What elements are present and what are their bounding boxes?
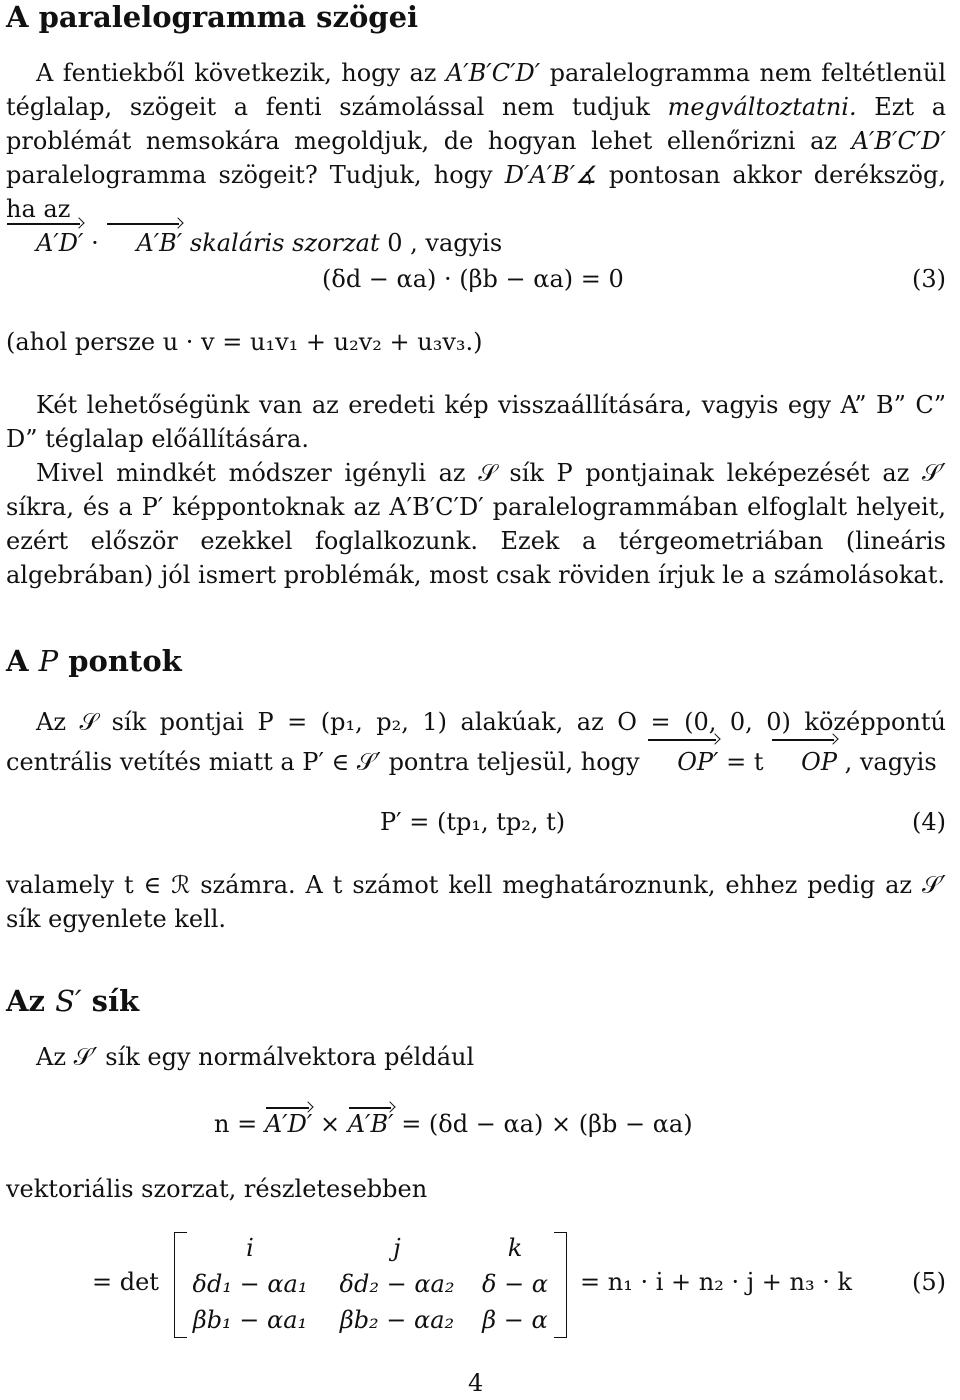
matrix-cell: β − α xyxy=(482,1306,548,1334)
vector-ab: A′B′ xyxy=(106,226,182,260)
math-angle: D′A′B′∡ xyxy=(504,161,597,189)
matrix-right-bracket xyxy=(554,1232,567,1338)
det-prefix: = det xyxy=(92,1268,159,1296)
page-number: 4 xyxy=(468,1369,484,1397)
matrix-cell: i xyxy=(246,1234,254,1262)
equation-3: (δd − αa) · (βb − αa) = 0 xyxy=(322,265,624,293)
text: pontosan akkor derékszög, ha az xyxy=(6,161,946,223)
section-title-angles: A paralelogramma szögei xyxy=(6,0,419,34)
text: , vagyis xyxy=(836,748,937,776)
math-abcd: A′B′C′D′ xyxy=(445,59,541,87)
text: paralelogramma nem feltétlenül téglalap, szögeit a fenti számolással nem tudjuk xyxy=(6,59,947,121)
emphasis: skaláris szorzat xyxy=(182,229,380,257)
text: n = xyxy=(214,1110,265,1138)
text: = (δd − αa) × (βb − αa) xyxy=(393,1110,693,1138)
title-math: S′ xyxy=(55,984,82,1018)
det-result: = n₁ · i + n₂ · j + n₃ · k xyxy=(580,1268,853,1296)
text: = t xyxy=(718,748,772,776)
emphasis: megváltoztatni. xyxy=(667,93,857,121)
matrix-cell: j xyxy=(393,1234,401,1262)
section-title-plane xyxy=(6,984,139,1018)
matrix-left-bracket xyxy=(174,1232,187,1338)
matrix-cell: k xyxy=(507,1234,523,1262)
equation-number-3: (3) xyxy=(912,265,946,293)
vector-op-prime: OP′ xyxy=(647,742,718,782)
paragraph-options: Két lehetőségünk van az eredeti kép visszaállítására, vagyis egy A” B” C” D” téglalap előállítására. xyxy=(6,391,946,453)
title-math: P xyxy=(38,644,59,678)
matrix-cell: δ − α xyxy=(481,1270,549,1298)
vector-ab: A′B′ xyxy=(347,1110,394,1138)
matrix-cell: βb₂ − αa₂ xyxy=(339,1306,455,1334)
text: paralelogramma szögeit? Tudjuk, hogy xyxy=(6,161,505,189)
equation-4: P′ = (tp₁, tp₂, t) xyxy=(380,808,566,836)
equation-normal xyxy=(214,1110,693,1138)
paragraph-points xyxy=(6,702,946,782)
text: Ezt a problémát nemsokára megoldjuk, de hogyan lehet ellenőrizni az xyxy=(6,93,946,155)
math-abcd: A′B′C′D′ xyxy=(851,127,946,155)
paragraph-t-value: valamely t ∈ ℛ számra. A t számot kell meghatároznunk, ehhez pedig az 𝒮′ sík egyenlete kell. xyxy=(6,871,946,933)
dot: · xyxy=(83,229,107,257)
title-part: pontok xyxy=(58,644,182,678)
equation-number-5: (5) xyxy=(912,1268,946,1296)
times: × xyxy=(312,1110,348,1138)
text: 0 , vagyis xyxy=(379,229,503,257)
paragraph-cross-product: vektoriális szorzat, részletesebben xyxy=(6,1175,428,1203)
matrix-cell: βb₁ − αa₁ xyxy=(192,1306,308,1334)
title-part: Az xyxy=(6,984,56,1018)
text: A fentiekből következik, hogy az xyxy=(36,59,446,87)
paragraph-intro xyxy=(6,56,946,260)
title-part: A xyxy=(6,644,39,678)
vector-ad: A′D′ xyxy=(6,226,83,260)
vector-op: OP xyxy=(771,742,837,782)
matrix-cell: δd₁ − αa₁ xyxy=(192,1270,308,1298)
paragraph-method: Mivel mindkét módszer igényli az 𝒮 sík P pontjainak leképezését az 𝒮′ síkra, és a P′ képpontoknak az A′B′C′D′ paralelogrammában elfoglalt helyeit, ezért először ezekkel foglalkozunk. Ezek a térgeometriában (lineáris algebrában) jól ismert problémák, most csak röviden írjuk le a számolásokat. xyxy=(6,459,946,589)
paragraph-normal-vector: Az 𝒮′ sík egy normálvektora például xyxy=(36,1043,475,1071)
note-dot-product: (ahol persze u · v = u₁v₁ + u₂v₂ + u₃v₃.) xyxy=(6,328,483,356)
section-title-points xyxy=(6,644,182,678)
title-part: sík xyxy=(81,984,140,1018)
vector-ad: A′D′ xyxy=(264,1110,313,1138)
equation-number-4: (4) xyxy=(912,808,946,836)
matrix-cell: δd₂ − αa₂ xyxy=(339,1270,455,1298)
text: Az 𝒮 sík pontjai P = (p₁, p₂, 1) alakúak, az O = (0, 0, 0) középpontú centrális vetítés miatt a P′ ∈ 𝒮′ pontra teljesül, hogy xyxy=(6,708,946,776)
